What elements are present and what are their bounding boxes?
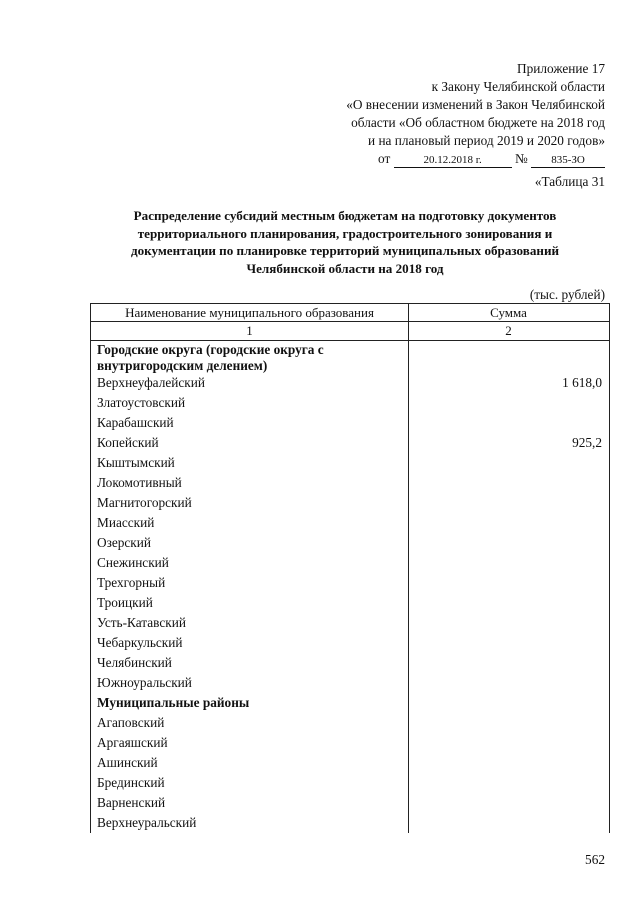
table-row [91,434,609,454]
header-line: Приложение 17 [517,61,605,76]
subsidy-amount [408,794,609,814]
municipality-name: Варненский [97,795,166,810]
table-row [91,634,609,654]
subsidy-amount [408,594,609,614]
municipality-name: Кыштымский [97,455,175,470]
subsidy-amount [408,534,609,554]
subsidy-amount [408,714,609,734]
subsidy-amount [408,494,609,514]
table-row [91,754,609,774]
subsidy-amount [408,654,609,674]
municipality-name: Копейский [97,435,159,450]
table-row [91,474,609,494]
law-date: 20.12.2018 г. [394,154,512,168]
municipality-name: Трехгорный [97,575,166,590]
subsidy-amount: 925,2 [572,435,602,450]
municipality-name: Верхнеуральский [97,815,197,830]
table-row [91,714,609,734]
subsidy-amount [408,734,609,754]
header-line: к Закону Челябинской области [431,79,605,94]
municipality-name: Озерский [97,535,151,550]
table-reference: «Таблица 31 [534,174,605,189]
subsidy-amount [408,614,609,634]
municipality-name: Златоустовский [97,395,186,410]
table-group-row [91,341,609,374]
municipality-name: Миасский [97,515,155,530]
document-title: Распределение субсидий местным бюджетам на подготовку документов территориального планирования, градостроительного зонирования и документации по планировке территорий муниципальных образований Челябинской области на 2018 год [130,208,560,276]
subsidy-amount [408,574,609,594]
column-header-sum: Сумма [490,305,527,320]
table-row [91,514,609,534]
municipality-name: Южноуральский [97,675,192,690]
column-divider [408,303,409,833]
subsidy-amount [408,341,609,374]
subsidy-amount [408,554,609,574]
municipality-name: Верхнеуфалейский [97,375,205,390]
law-number: 835-ЗО [531,154,605,168]
column-header-name: Наименование муниципального образования [125,305,374,320]
table-row [91,414,609,434]
municipality-name: Усть-Катавский [97,615,186,630]
table-row [91,494,609,514]
date-prefix: от [378,151,391,166]
header-line: области «Об областном бюджете на 2018 год [351,115,605,130]
table-row [91,454,609,474]
municipality-name: Челябинский [97,655,172,670]
subsidy-amount [408,634,609,654]
table-row [91,614,609,634]
subsidy-amount [408,514,609,534]
municipality-name: Магнитогорский [97,495,192,510]
page-number: 562 [585,852,605,867]
column-number-2: 2 [505,323,512,338]
table-header-row [91,303,609,322]
municipality-name: Снежинский [97,555,169,570]
table-row [91,654,609,674]
subsidy-amount [408,454,609,474]
subsidy-amount: 1 618,0 [562,375,602,390]
table-row [91,594,609,614]
subsidy-amount [408,774,609,794]
column-number-1: 1 [246,323,253,338]
municipality-name: Локомотивный [97,475,182,490]
table-row [91,554,609,574]
table-row [91,394,609,414]
subsidy-amount [408,754,609,774]
subsidy-amount [408,814,609,833]
date-number-line [285,150,605,168]
table-row [91,674,609,694]
header-line: «О внесении изменений в Закон Челябинской [346,97,605,112]
table-row [91,574,609,594]
header-line: и на плановый период 2019 и 2020 годов» [368,133,605,148]
subsidy-table [90,303,610,833]
subsidy-amount [408,694,609,714]
table-row [91,814,609,833]
municipality-name: Муниципальные районы [97,695,250,710]
municipality-name: Агаповский [97,715,165,730]
municipality-name: Ашинский [97,755,158,770]
table-body [91,341,609,833]
subsidy-amount [408,414,609,434]
column-number-row [91,322,609,341]
table-row [91,794,609,814]
number-label: № [514,151,528,166]
municipality-name: Брединский [97,775,165,790]
subsidy-amount [408,674,609,694]
municipality-name: Аргаяшский [97,735,168,750]
municipality-name: Карабашский [97,415,174,430]
municipality-name: Чебаркульский [97,635,183,650]
subsidy-amount [408,474,609,494]
table-row [91,534,609,554]
table-row [91,774,609,794]
units-label: (тыс. рублей) [529,287,605,302]
appendix-header [285,60,605,168]
table-row [91,374,609,394]
subsidy-amount [408,394,609,414]
municipality-name: Троицкий [97,595,153,610]
table-group-row [91,694,609,714]
table-row [91,734,609,754]
municipality-name: Городские округа (городские округа с внутригородским делением) [97,342,324,373]
